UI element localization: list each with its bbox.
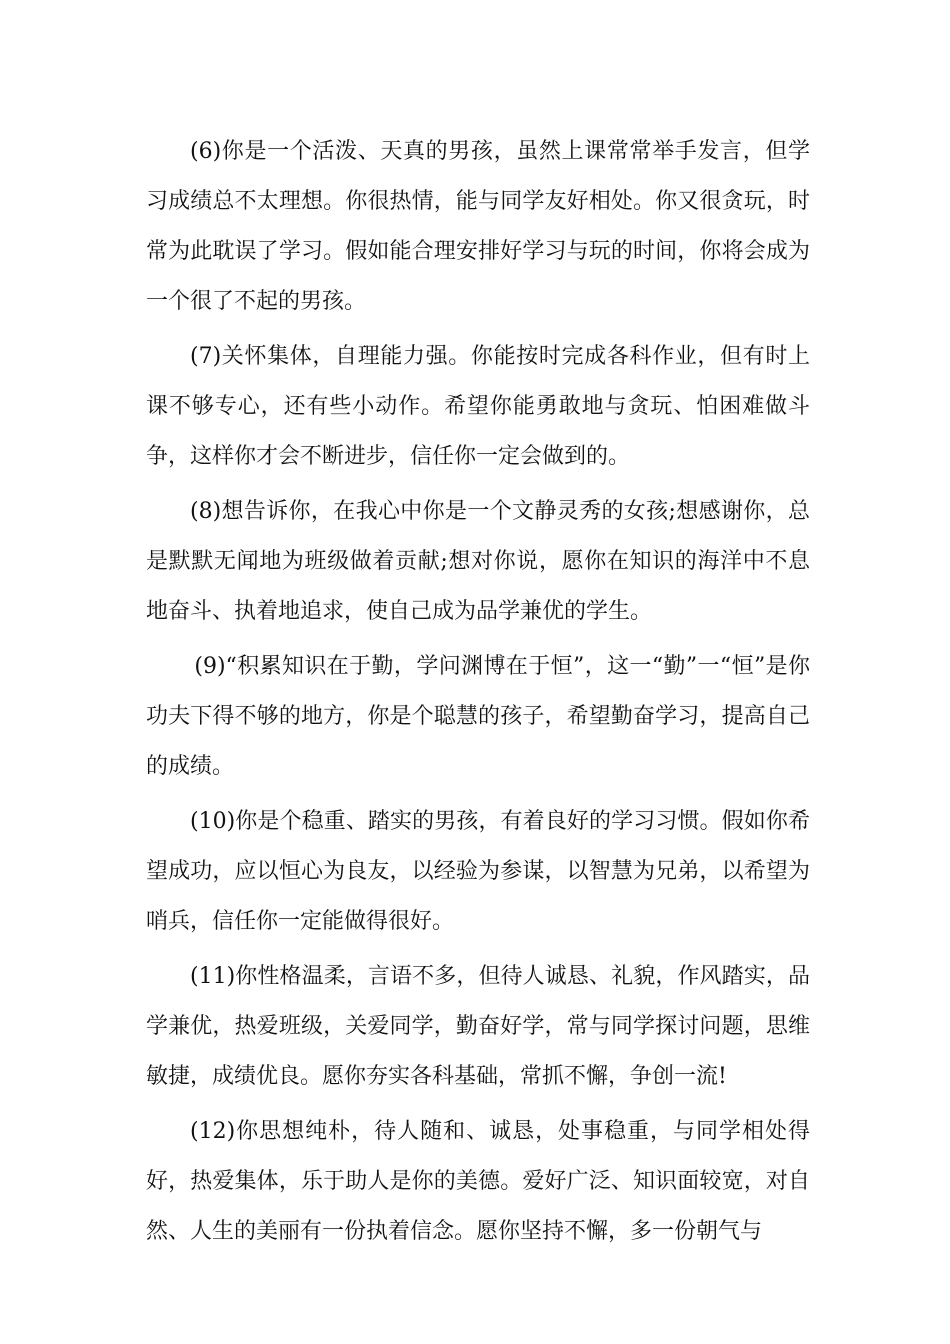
document-body: [146, 127, 810, 1262]
comment-paragraph-7: (7)关怀集体，自理能力强。你能按时完成各科作业，但有时上课不够专心，还有些小动作。希望你能勇敢地与贪玩、怕困难做斗争，这样你才会不断进步，信任你一定会做到的。: [146, 344, 810, 469]
comment-paragraph-9: (9)“积累知识在于勤，学问渊博在于恒”，这一“勤”一“恒”是你功夫下得不够的地方，你是个聪慧的孩子，希望勤奋学习，提高自己的成绩。: [146, 654, 810, 779]
comment-paragraph-11: (11)你性格温柔，言语不多，但待人诚恳、礼貌，作风踏实，品学兼优，热爱班级，关爱同学，勤奋好学，常与同学探讨问题，思维敏捷，成绩优良。愿你夯实各科基础，常抓不懈，争创一流!: [146, 964, 810, 1089]
comment-paragraph-8: (8)想告诉你，在我心中你是一个文静灵秀的女孩;想感谢你，总是默默无闻地为班级做着贡献;想对你说，愿你在知识的海洋中不息地奋斗、执着地追求，使自己成为品学兼优的学生。: [146, 499, 810, 624]
comment-paragraph-6: (6)你是一个活泼、天真的男孩，虽然上课常常举手发言，但学习成绩总不太理想。你很热情，能与同学友好相处。你又很贪玩，时常为此耽误了学习。假如能合理安排好学习与玩的时间，你将会成为一个很了不起的男孩。: [146, 139, 810, 314]
comment-paragraph-12: (12)你思想纯朴，待人随和、诚恳，处事稳重，与同学相处得好，热爱集体，乐于助人是你的美德。爱好广泛、知识面较宽，对自然、人生的美丽有一份执着信念。愿你坚持不懈，多一份朝气与: [146, 1119, 810, 1244]
comment-paragraph-10: (10)你是个稳重、踏实的男孩，有着良好的学习习惯。假如你希望成功，应以恒心为良友，以经验为参谋，以智慧为兄弟，以希望为哨兵，信任你一定能做得很好。: [146, 809, 810, 934]
